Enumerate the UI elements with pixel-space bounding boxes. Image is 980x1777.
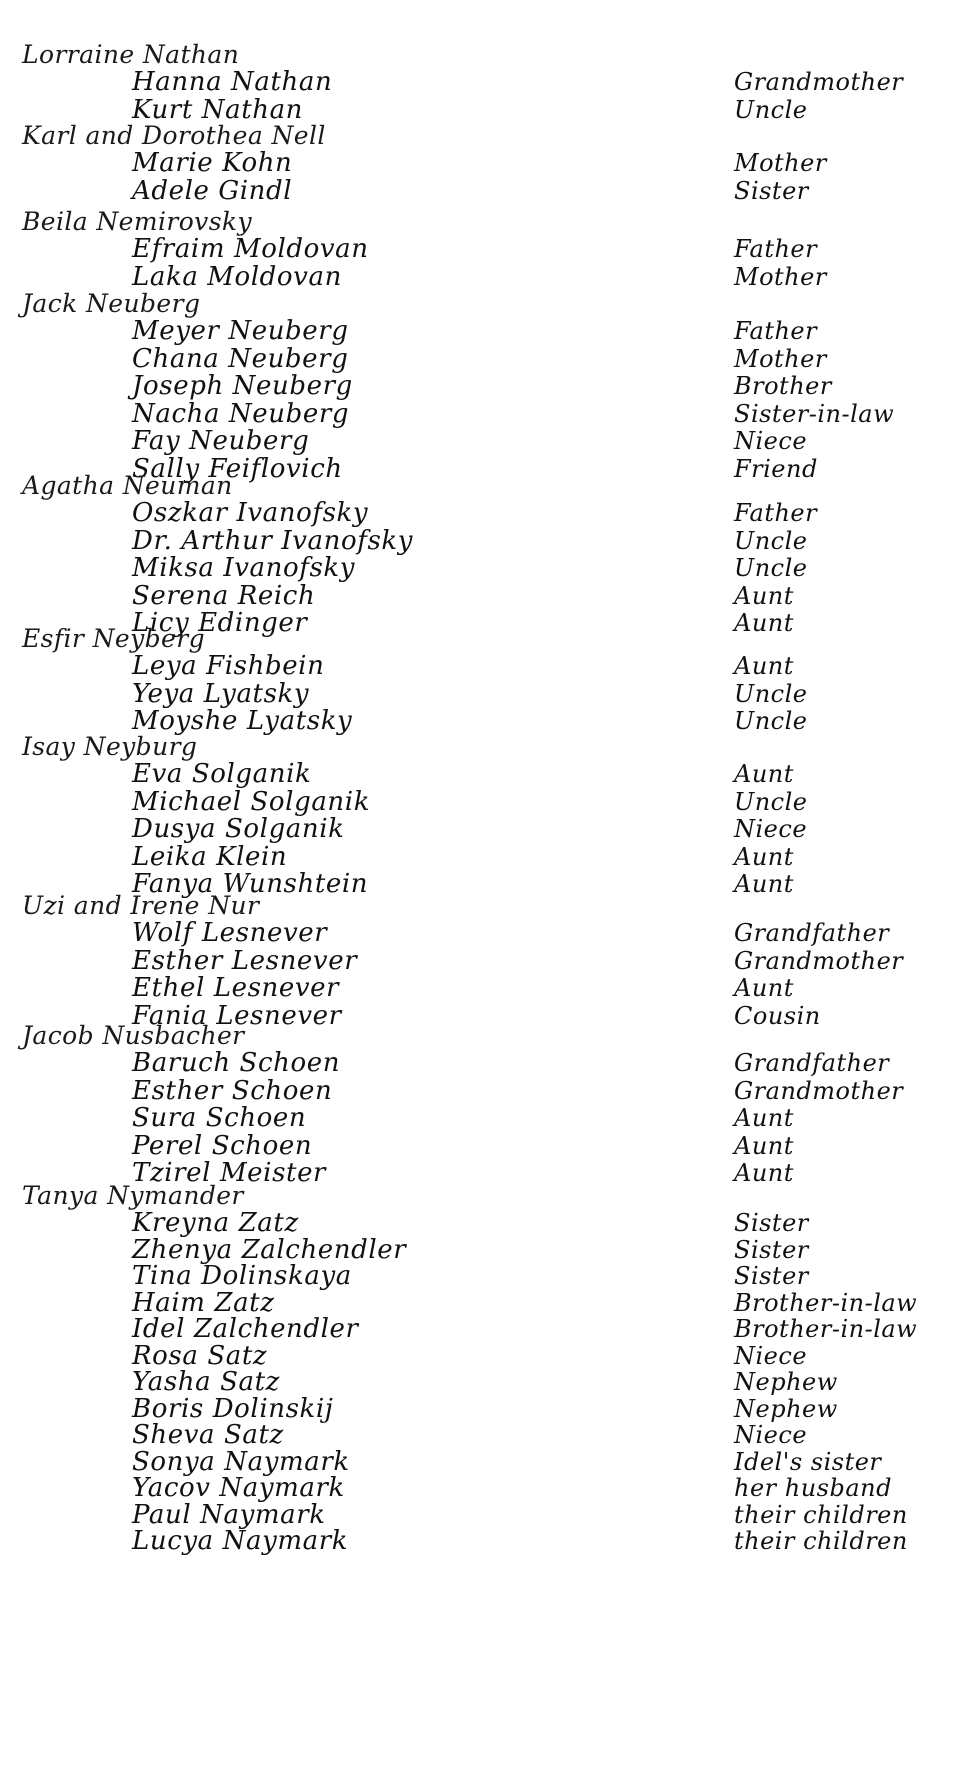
entry (22, 1287, 918, 1318)
entry-name: Esther Schoen (132, 1075, 333, 1106)
group-name: Beila Nemirovsky (22, 207, 253, 236)
entry (22, 1340, 808, 1371)
entry-name: Fanya Wunshtein (132, 869, 369, 899)
entry-relation: Cousin (734, 1001, 821, 1030)
family-group (22, 732, 808, 899)
entry-relation: Niece (734, 815, 808, 843)
family-group (22, 121, 827, 206)
entry-name: Perel Schoen (132, 1130, 313, 1161)
entry-name: Efraim Moldovan (132, 234, 369, 264)
family-group (22, 624, 808, 736)
entry-relation: Aunt (734, 1104, 794, 1132)
entry-name: Sally Feiflovich (132, 453, 343, 484)
entry (22, 1367, 838, 1397)
entry (22, 371, 832, 401)
group-name: Isay Neyburg (22, 732, 198, 761)
entry-name: Moyshe Lyatsky (132, 706, 353, 736)
entry-relation: Uncle (734, 554, 808, 582)
entry-relation: Friend (734, 454, 818, 483)
entry (22, 1314, 918, 1344)
entry-name: Fay Neuberg (132, 426, 310, 456)
entry-relation: Aunt (734, 1159, 794, 1187)
entry (22, 1473, 892, 1503)
entry-name: Kurt Nathan (132, 94, 304, 125)
entry-name: Kreyna Zatz (132, 1208, 299, 1238)
entry-name: Hanna Nathan (132, 67, 333, 97)
entry-name: Dr. Arthur Ivanofsky (132, 525, 414, 556)
entry-relation: Mother (734, 262, 827, 291)
entry-name: Laka Moldovan (132, 261, 342, 292)
group-name: Jack Neuberg (22, 289, 201, 318)
entry-name: Paul Naymark (132, 1499, 326, 1530)
entry-name: Boris Dolinskij (132, 1393, 334, 1424)
entry-name: Sonya Naymark (132, 1446, 350, 1477)
entry-name: Tzirel Meister (132, 1158, 327, 1188)
entry (22, 973, 794, 1003)
entry (22, 1261, 809, 1291)
entry (22, 261, 827, 292)
entry-name: Idel Zalchendler (132, 1314, 359, 1344)
entry-relation: Niece (734, 1341, 808, 1370)
entry-relation: Uncle (734, 679, 808, 708)
entry-relation: Mother (734, 344, 827, 373)
entry (22, 1420, 808, 1450)
entry-relation: Aunt (734, 581, 794, 610)
entry-name: Ethel Lesnever (132, 973, 340, 1003)
entry-name: Wolf Lesnever (132, 918, 328, 948)
entry (22, 1234, 809, 1265)
entry-name: Meyer Neuberg (132, 316, 349, 346)
entry (22, 1048, 890, 1078)
entry-relation: Father (734, 235, 818, 263)
entry (22, 841, 794, 872)
entry (22, 1499, 908, 1530)
entry-name: Marie Kohn (132, 148, 293, 178)
entry-relation: their children (734, 1500, 908, 1529)
entry (22, 814, 808, 844)
family-group (22, 1181, 918, 1556)
entry-name: Rosa Satz (132, 1340, 268, 1371)
entry-relation: Aunt (734, 974, 794, 1002)
entry (22, 426, 808, 456)
entry-name: Joseph Neuberg (132, 371, 353, 401)
entry-name: Esther Lesnever (132, 945, 358, 976)
entry (22, 918, 890, 948)
entry-name: Yeya Lyatsky (132, 678, 310, 709)
entry (22, 678, 808, 709)
family-group (22, 1021, 904, 1188)
entry-relation: Aunt (734, 652, 794, 680)
entry-relation: Brother-in-law (734, 1315, 918, 1343)
entry-name: Dusya Solganik (132, 814, 345, 844)
entry-relation: Aunt (734, 1131, 794, 1160)
entry (22, 67, 904, 97)
entry-relation: her husband (734, 1474, 892, 1502)
entry-relation: Niece (734, 1421, 808, 1449)
entry (22, 498, 818, 528)
entry-name: Leya Fishbein (132, 651, 325, 681)
entry-name: Sura Schoen (132, 1103, 307, 1133)
entry-relation: Aunt (734, 842, 794, 871)
entry-relation: Nephew (734, 1394, 838, 1423)
group-name: Jacob Nusbacher (22, 1021, 245, 1050)
group-name: Karl and Dorothea Nell (22, 121, 326, 150)
entry (22, 398, 895, 429)
entry-relation: Grandmother (734, 1076, 904, 1105)
entry-name: Baruch Schoen (132, 1048, 341, 1078)
entry (22, 1526, 908, 1556)
entry-name: Yacov Naymark (132, 1473, 345, 1503)
group-name: Lorraine Nathan (22, 40, 240, 69)
entry-relation: Uncle (734, 526, 808, 555)
entry-name: Serena Reich (132, 580, 316, 611)
entry (22, 1446, 882, 1477)
entry-name: Nacha Neuberg (132, 398, 350, 429)
entry-relation: Uncle (734, 707, 808, 735)
entry-relation: Mother (734, 149, 827, 177)
family-group (22, 471, 818, 638)
entry (22, 945, 904, 976)
entry (22, 148, 827, 178)
entry (22, 1208, 809, 1238)
family-group (22, 40, 904, 125)
entry-name: Lucya Naymark (132, 1526, 349, 1556)
entry (22, 343, 827, 374)
entry-name: Fania Lesnever (132, 1000, 342, 1031)
group-name: Uzi and Irene Nur (22, 891, 260, 920)
entry (22, 316, 818, 346)
entry-relation: their children (734, 1527, 908, 1555)
entry (22, 580, 794, 611)
group-name: Tanya Nymander (22, 1181, 244, 1210)
entry-name: Miksa Ivanofsky (132, 553, 356, 583)
entry-relation: Uncle (734, 787, 808, 816)
entry-relation: Brother (734, 372, 832, 400)
entry-relation: Sister (734, 176, 809, 205)
entry (22, 1075, 904, 1106)
family-group (22, 891, 904, 1031)
entry-name: Chana Neuberg (132, 343, 349, 374)
entry (22, 94, 808, 125)
entry-relation: Sister (734, 1262, 809, 1290)
entry (22, 786, 808, 817)
entry-relation: Sister (734, 1235, 809, 1264)
entry-relation: Grandmother (734, 68, 904, 96)
entry-relation: Niece (734, 427, 808, 455)
entry-name: Oszkar Ivanofsky (132, 498, 369, 528)
entry-relation: Father (734, 317, 818, 345)
entry (22, 1103, 794, 1133)
entry-name: Tina Dolinskaya (132, 1261, 352, 1291)
entry-relation: Grandmother (734, 946, 904, 975)
entry (22, 553, 808, 583)
entry-relation: Aunt (734, 870, 794, 898)
family-group (22, 207, 827, 292)
entry-name: Licy Edinger (132, 608, 308, 638)
entry-relation: Grandfather (734, 919, 890, 947)
entry (22, 1393, 838, 1424)
entry-relation: Aunt (734, 609, 794, 637)
entry-name: Eva Solganik (132, 759, 312, 789)
entry-relation: Father (734, 499, 818, 527)
group-name: Esfir Neyberg (22, 624, 205, 653)
entry-name: Haim Zatz (132, 1287, 275, 1318)
entry-relation: Idel's sister (734, 1447, 882, 1476)
entry (22, 759, 794, 789)
entry-relation: Uncle (734, 95, 808, 124)
entry-name: Sheva Satz (132, 1420, 284, 1450)
entry-relation: Nephew (734, 1368, 838, 1396)
entry-name: Michael Solganik (132, 786, 371, 817)
entry-relation: Brother-in-law (734, 1288, 918, 1317)
entry (22, 525, 808, 556)
entry-name: Zhenya Zalchendler (132, 1234, 407, 1265)
group-name: Agatha Neuman (22, 471, 233, 500)
family-group (22, 289, 895, 484)
entry (22, 651, 794, 681)
entry-relation: Sister (734, 1209, 809, 1237)
entry (22, 175, 809, 206)
entry-relation: Grandfather (734, 1049, 890, 1077)
entry-relation: Aunt (734, 760, 794, 788)
entry-name: Yasha Satz (132, 1367, 280, 1397)
entry-name: Adele Gindl (132, 175, 293, 206)
entry (22, 1130, 794, 1161)
entry (22, 234, 818, 264)
entry-name: Leika Klein (132, 841, 288, 872)
entry-relation: Sister-in-law (734, 399, 895, 428)
